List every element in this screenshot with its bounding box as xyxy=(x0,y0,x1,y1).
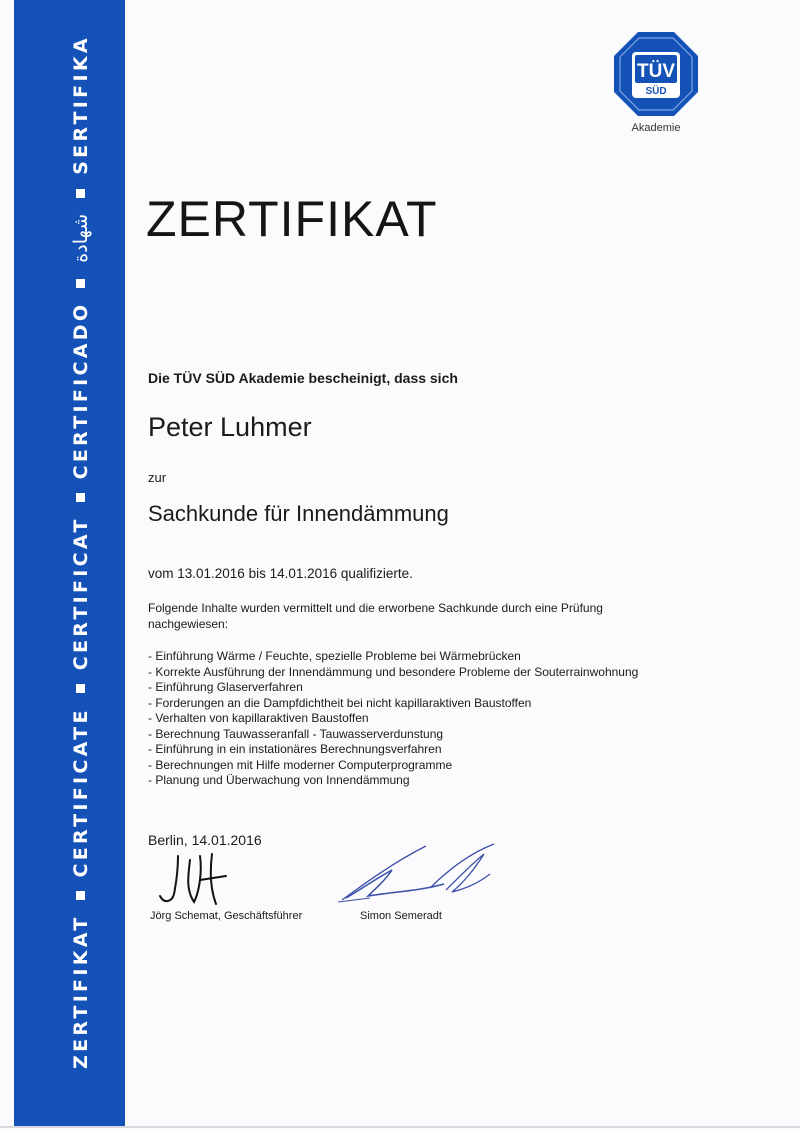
signature-1-icon xyxy=(156,850,236,908)
recipient-name: Peter Luhmer xyxy=(148,412,312,442)
contents-intro: Folgende Inhalte wurden vermittelt und die erworbene Sachkunde durch eine Prüfung nachgewiesen: xyxy=(148,601,603,631)
list-item: - Planung und Überwachung von Innendämmung xyxy=(148,773,410,787)
tuv-sud-logo-icon xyxy=(612,30,700,118)
list-item: - Einführung Glaserverfahren xyxy=(148,680,303,694)
square-bullet-icon xyxy=(76,891,85,900)
square-bullet-icon xyxy=(76,493,85,502)
band-word: SERTIFIKA xyxy=(70,35,92,175)
side-band-text xyxy=(70,35,92,1069)
band-word: CERTIFICAT xyxy=(70,516,92,671)
logo-caption: Akademie xyxy=(631,122,681,134)
signature-2-icon xyxy=(334,840,504,910)
place-date: Berlin, 14.01.2016 xyxy=(148,832,262,848)
band-word: CERTIFICATE xyxy=(70,707,92,878)
list-item: - Einführung in ein instationäres Berechnungsverfahren xyxy=(148,742,442,756)
certificate-title: ZERTIFIKAT xyxy=(146,191,438,247)
bottom-edge xyxy=(0,1126,800,1128)
square-bullet-icon xyxy=(76,189,85,198)
square-bullet-icon xyxy=(76,684,85,693)
band-word: شهادة xyxy=(70,213,92,263)
square-bullet-icon xyxy=(76,279,85,288)
contents-list xyxy=(148,649,638,789)
list-item: - Einführung Wärme / Feuchte, spezielle Probleme bei Wärmebrücken xyxy=(148,649,521,663)
logo-text: TÜV xyxy=(637,61,675,82)
course-name: Sachkunde für Innendämmung xyxy=(148,501,449,526)
list-item: - Korrekte Ausführung der Innendämmung und besondere Probleme der Souterrainwohnung xyxy=(148,664,639,679)
signer-1-name: Jörg Schemat, Geschäftsführer xyxy=(150,910,303,922)
list-item: - Forderungen an die Dampfdichtheit bei nicht kapillaraktiven Baustoffen xyxy=(148,695,532,710)
band-word: ZERTIFIKAT xyxy=(70,914,92,1069)
list-item: - Berechnung Tauwasseranfall - Tauwasserverdunstung xyxy=(148,726,444,741)
list-item: - Berechnungen mit Hilfe moderner Computerprogramme xyxy=(148,757,453,772)
logo-subtext: SÜD xyxy=(645,86,667,97)
list-item: - Verhalten von kapillaraktiven Baustoffen xyxy=(148,711,369,725)
zur-text: zur xyxy=(148,470,167,485)
intro-text: Die TÜV SÜD Akademie bescheinigt, dass sich xyxy=(148,370,458,386)
band-word: CERTIFICADO xyxy=(70,301,92,480)
date-range: vom 13.01.2016 bis 14.01.2016 qualifizierte. xyxy=(148,566,413,581)
signer-2-name: Simon Semeradt xyxy=(360,910,442,922)
